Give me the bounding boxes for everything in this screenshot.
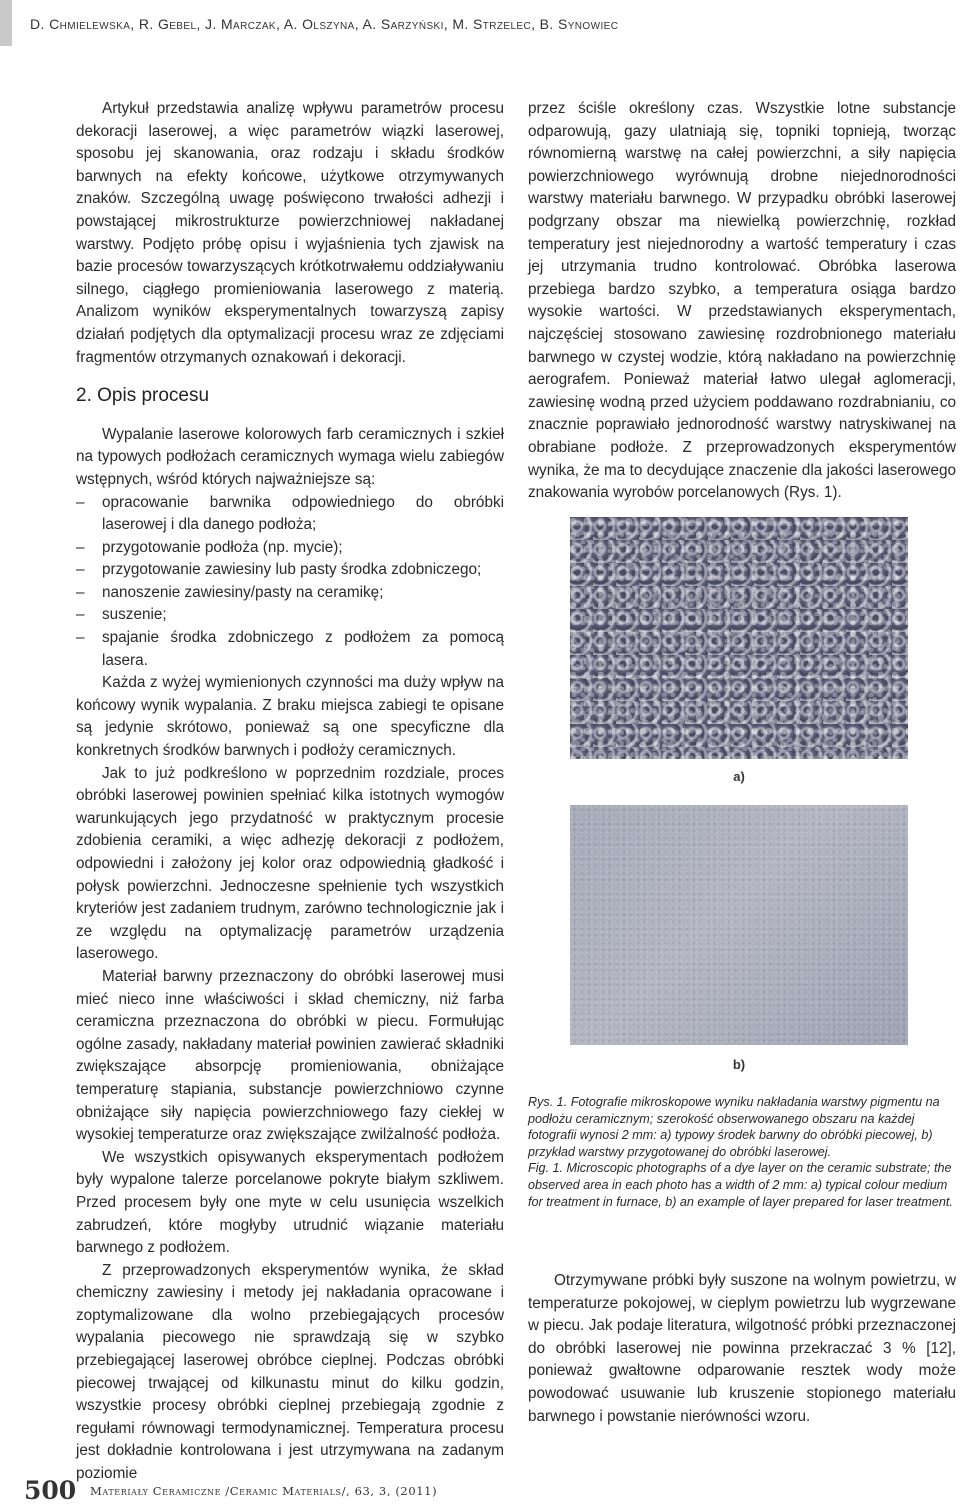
right-column (528, 98, 956, 505)
body-paragraph: Otrzymywane próbki były suszone na wolnym powietrzu, w temperaturze pokojowej, w cieplym powietrzu lub wygrzewane w piecu. Jak podaje literatura, wilgotność próbki przeznaczonej do obróbki laserowej nie powinna przekraczać 3 % [12], ponieważ gwałtowne odparowanie resztek wody może powodować usuwanie lub kruszenie stopionego materiału barwnego i powstanie nierówności wzoru. (528, 1272, 956, 1425)
caption-english: Fig. 1. Microscopic photographs of a dye layer on the ceramic substrate; the observed area in each photo has a width of 2 mm: a) typical colour medium for treatment in furnace, b) an example of layer prepared for laser treatment. (528, 1161, 953, 1209)
body-paragraph: Jak to już podkreślono w poprzednim rozdziale, proces obróbki laserowej powinien spełniać kilka istotnych wymogów warunkujących jego przydatność w praktycznym procesie zdobienia ceramiki, a więc adhezję dekoracji z podłożem, odpowiedni i założony jej kolor oraz odpowiednią gładkość i połysk powierzchni. Jednoczesne spełnienie tych wszystkich kryteriów jest zadaniem trudnym, zarówno technologicznie jak i ze względu na optymalizację parametrów urządzenia laserowego. (76, 764, 504, 963)
left-column (76, 98, 504, 1486)
body-paragraph: przez ściśle określony czas. Wszystkie lotne substancje odparowują, gazy ulatniają się, topniki topnieją, tworząc równomierną warstwę na całej powierzchni, a siły napięcia powierzchniowego wyrównują drobne niejednorodności warstwy materiału barwnego. W przypadku obróbki laserowej podgrzany obszar ma niewielką powierzchnię, rozkład temperatury jest niejednorodny a wartość temperatury i czas jej utrzymania trudno kontrolować. Obróbka laserowa przebiega bardzo szybko, a temperatura osiąga bardzo wysokie wartości. W przedstawianych eksperymentach, najczęściej stosowano zawiesinę rozdrobnionego materiału barwnego w czystej wodzie, którą nakładano na powierzchnię aerografem. Ponieważ materiał łatwo ulegał aglomeracji, zawiesinę wodną przed użyciem poddawano rozdrabnianiu, co znacznie poprawiało jednorodność warstwy natryskiwanej na obrabiane podłoże. Z przeprowadzonych eksperymentów wynika, że ma to decydujące znaczenie dla jakości laserowego znakowania wyrobów porcelanowych (Rys. 1). (528, 100, 956, 502)
list-item: – opracowanie barwnika odpowiedniego do obróbki laserowej i dla danego podłoża; (76, 492, 504, 537)
body-paragraph-right (528, 1270, 956, 1428)
figure-label-b: b) (732, 1057, 746, 1072)
list-item: – przygotowanie zawiesiny lub pasty środka zdobniczego; (76, 559, 504, 582)
body-paragraph: Wypalanie laserowe kolorowych farb ceramicznych i szkieł na typowych podłożach ceramicznych wymaga wielu zabiegów wstępnych, wśród których najważniejsze są: (76, 425, 504, 488)
journal-name: Materiały Ceramiczne /Ceramic Materials/, 63, 3, (2011) (90, 1484, 438, 1498)
section-heading: 2. Opis procesu (76, 385, 210, 407)
list-item: – suszenie; (76, 604, 504, 627)
page-number: 500 (24, 1476, 77, 1505)
figure-caption (528, 1094, 956, 1210)
running-header-authors: D. Chmielewska, R. Gebel, J. Marczak, A. Olszyna, A. Sarzyński, M. Strzelec, B. Synowiec (30, 16, 619, 32)
body-paragraph: Z przeprowadzonych eksperymentów wynika, że skład chemiczny zawiesiny i metody jej nakładania opracowane i zoptymalizowane dla wolno przebiegających procesów wypalania piecowego nie sprawdzają się w szybko przebiegającej laserowej obróbce cieplnej. Podczas obróbki piecowej trwającej od kilkunastu minut do kilku godzin, wszystkie procesy obróbki cieplnej przebiegają zgodnie z regułami równowagi termodynamicznej. Temperatura procesu jest dokładnie kontrolowana i jest utrzymywana na zadanym poziomie (76, 1261, 504, 1483)
caption-polish: Rys. 1. Fotografie mikroskopowe wyniku nakładania warstwy pigmentu na podłożu ceramicznym; szerokość obserwowanego obszaru na każdej fotografii wynosi 2 mm: a) typowy środek barwny do obróbki piecowej, b) przykład warstwy przygotowanej do obróbki laserowej. (528, 1095, 940, 1159)
list-item: – nanoszenie zawiesiny/pasty na ceramikę; (76, 582, 504, 605)
body-paragraph: We wszystkich opisywanych eksperymentach podłożem były wypalone talerze porcelanowe pokryte białym szkliwem. Przed procesem były one myte w celu usunięcia wszelkich zabrudzeń, które mogłyby utrudnić wiązanie materiału barwnego z podłożem. (76, 1148, 504, 1257)
body-paragraph: Każda z wyżej wymienionych czynności ma duży wpływ na końcowy wynik wypalania. Z braku miejsca zabiegi te opisane są jedynie skrótowo, ponieważ są one specyficzne dla konkretnych środków barwnych i podłoży ceramicznych. (76, 674, 504, 760)
body-paragraph: Materiał barwny przeznaczony do obróbki laserowej musi mieć nieco inne właściwości i skład chemiczny, niż farba ceramiczna przeznaczona do obróbki w piecu. Formułując ogólne zasady, nakładany materiał powinien zawierać składniki zwiększające absorpcję promieniowania, obniżające temperaturę stapiania, substancje powierzchniowo czynne obniżające siły napięcia powierzchniowego fazy ciekłej w wysokiej temperaturze oraz zwiększające zwilżalność podłoża. (76, 967, 504, 1144)
micrograph-b-image (570, 805, 908, 1045)
header-accent-bar (0, 0, 12, 46)
abstract-paragraph: Artykuł przedstawia analizę wpływu parametrów procesu dekoracji laserowej, a więc parametrów wiązki laserowej, sposobu jej skanowania, oraz rodzaju i składu środków barwnych na efekty końcowe, użytkowe otrzymywanych znaków. Szczególną uwagę poświęcono trwałości adhezji i powstającej mikrostrukturze powierzchniowej nakładanej warstwy. Podjęto próbę opisu i wyjaśnienia tych zjawisk na bazie procesów towarzyszących krótkotrwałemu oddziaływaniu silnego, ciągłego promieniowania laserowego z materią. Analizom wyników eksperymentalnych towarzyszą zapisy działań podjętych dla optymalizacji procesu wraz ze zdjęciami fragmentów otrzymanych oznakowań i dekoracji. (76, 100, 504, 366)
micrograph-a-image (570, 517, 908, 759)
figure-label-a: a) (733, 769, 745, 784)
process-steps-list (76, 492, 504, 673)
list-item: – przygotowanie podłoża (np. mycie); (76, 537, 504, 560)
list-item: – spajanie środka zdobniczego z podłożem za pomocą lasera. (76, 627, 504, 672)
